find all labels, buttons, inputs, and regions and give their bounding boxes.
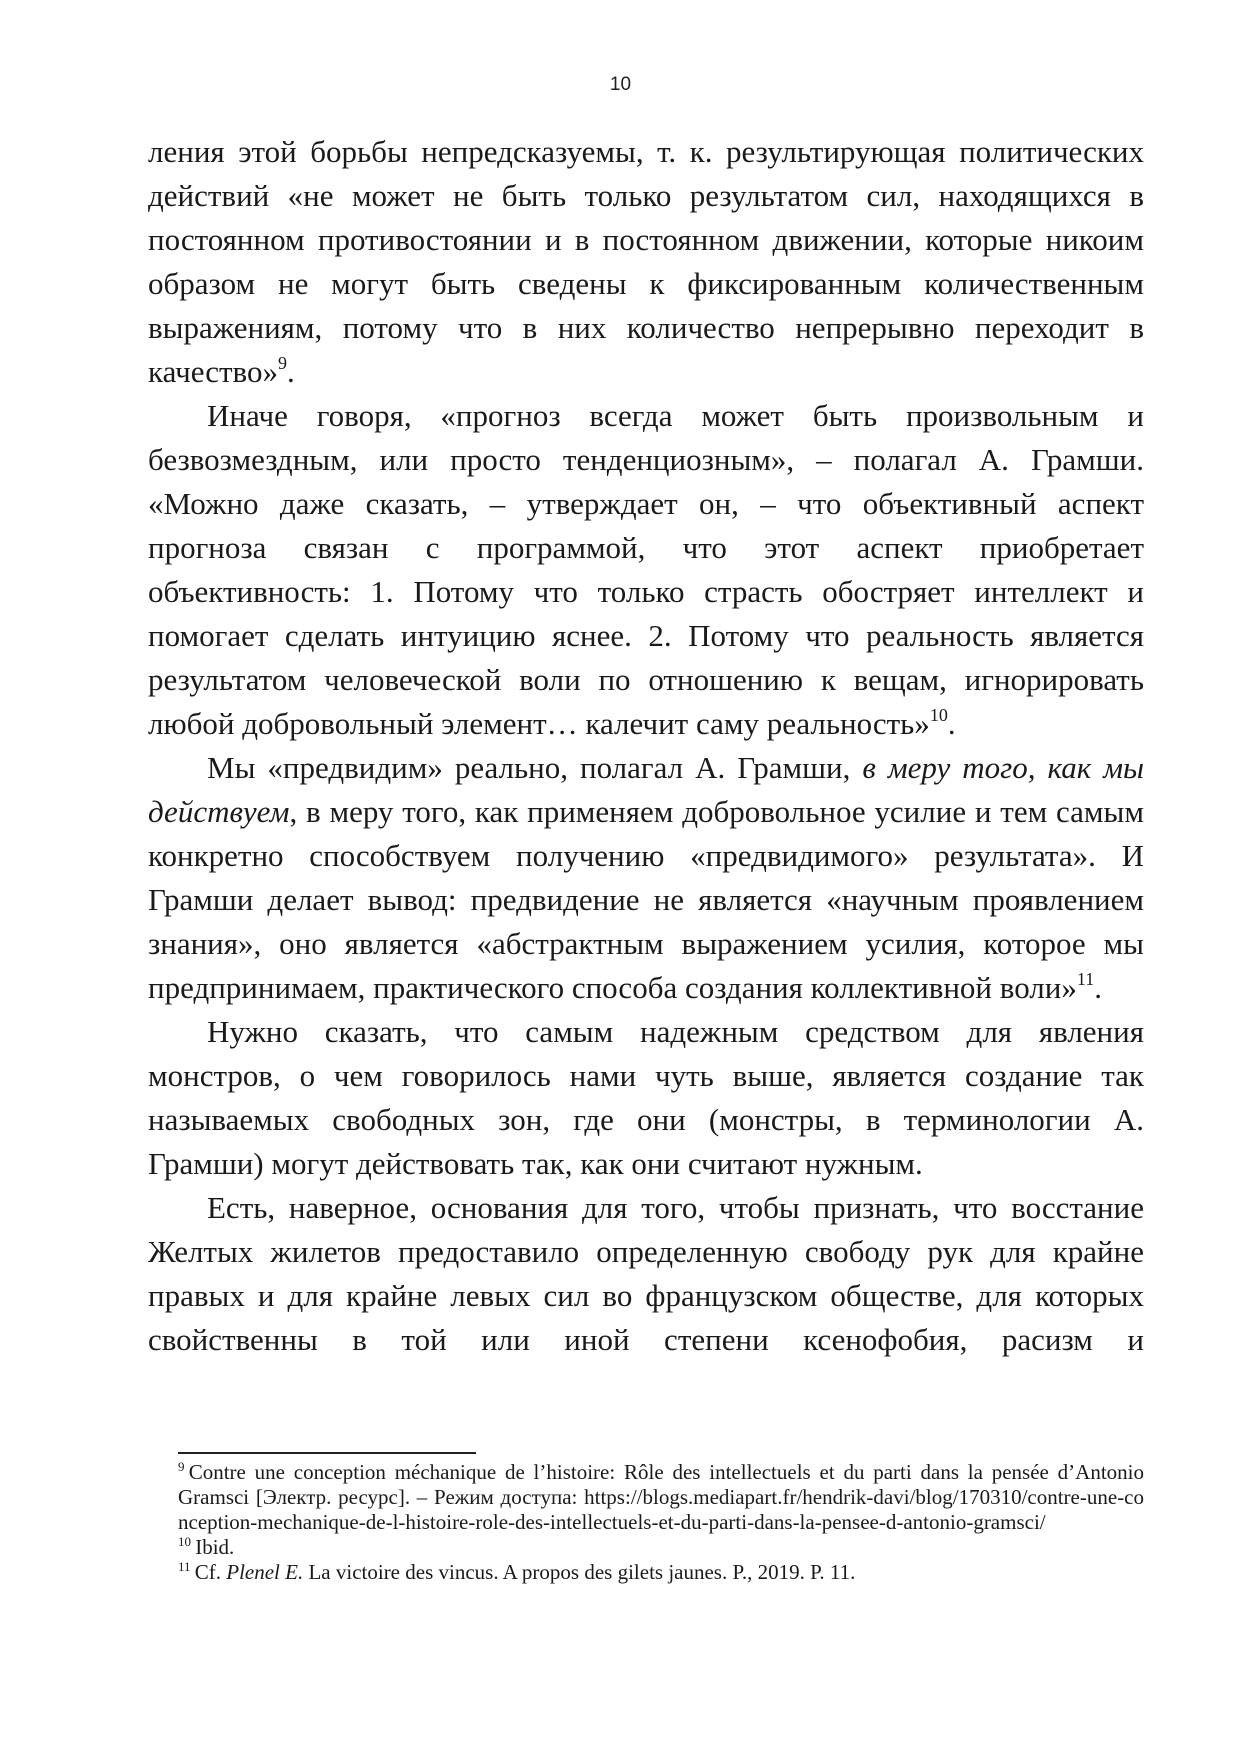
paragraph-text: Иначе говоря, «прогноз всегда может быть произвольным и безвозмездным, или просто тенденциозным», – полагал А. Грамши. «Можно даже сказать, – утверждает он, – что объективный аспект прогноза связан с программой, что этот аспект приобретает объективность: 1. Потому что только страсть обостряет интеллект и помогает сделать интуицию яснее. 2. Потому что реальность является результатом человеческой воли по отношению к вещам, игнорировать любой добровольный элемент… калечит саму реальность» — [148, 398, 1144, 741]
footnotes — [178, 1460, 1144, 1585]
paragraph-text: , в меру того, как применяем добровольное усилие и тем самым конкретно способствуем получению «предвидимого» результата». И Грамши делает вывод: предвидение не является «научным проявлением знания», оно является «абстрактным выражением усилия, которое мы предпринимаем, практического способа создания коллективной воли» — [148, 794, 1144, 1005]
footnote-author: Plenel E. — [226, 1560, 304, 1584]
footnote-11 — [178, 1560, 1144, 1585]
paragraph-text: ления этой борьбы непредсказуемы, т. к. результирующая политических действий «не может не быть только результатом сил, находящихся в постоянном противостоянии и в постоянном движении, которые никоим образом не могут быть сведены к фиксированным количественным выражениям, потому что в них количество непрерывно переходит в качество» — [148, 134, 1144, 389]
paragraph-end: . — [1094, 970, 1102, 1005]
paragraph-end: . — [947, 706, 956, 741]
footnote-ref-10[interactable]: 10 — [929, 705, 948, 725]
paragraph-text: Мы «предвидим» реально, полагал А. Грамши, — [207, 750, 863, 785]
footnote-10 — [178, 1535, 1144, 1560]
body-text — [148, 130, 1144, 1362]
page-number: 10 — [609, 74, 632, 95]
paragraph-2 — [148, 394, 1144, 746]
footnote-9 — [178, 1460, 1144, 1535]
footnote-ref-11[interactable]: 11 — [1076, 969, 1095, 989]
paragraph-4 — [148, 1010, 1144, 1186]
footnote-number: 11 — [178, 1559, 191, 1574]
paragraph-5 — [148, 1186, 1144, 1362]
paragraph-end: . — [286, 354, 295, 389]
footnote-url-link[interactable]: https://blogs.mediapart.fr/hendrik-davi/blog/170310/contre-une-conception-mechanique-de-l-histoire-role-des-intellectuels-et-du-parti-dans-la-pensee-d-antonio-gramsci/ — [178, 1485, 1145, 1534]
footnote-text: Contre une conception méchanique de l’histoire: Rôle des intellectuels et du parti dans la pensée d’Antonio Gramsci [Электр. ресурс]. – Режим доступа: — [178, 1460, 1144, 1509]
paragraph-text: Есть, наверное, основания для того, чтобы признать, что восстание Желтых жилетов предоставило определенную свободу рук для крайне правых и для крайне левых сил во французском обществе, для которых свойственны в той или иной степени ксенофобия, расизм и — [148, 1190, 1144, 1357]
footnote-prefix: Cf. — [194, 1560, 227, 1584]
footnote-text: La victoire des vincus. A propos des gilets jaunes. P., 2019. P. 11. — [303, 1560, 856, 1584]
footnote-ref-9[interactable]: 9 — [277, 353, 287, 373]
paragraph-text: Нужно сказать, что самым надежным средством для явления монстров, о чем говорилось нами чуть выше, является создание так называемых свободных зон, где они (монстры, в терминологии А. Грамши) могут действовать так, как они считают нужным. — [148, 1014, 1144, 1181]
footnote-separator — [178, 1452, 476, 1454]
paragraph-1 — [148, 130, 1144, 394]
paragraph-3 — [148, 746, 1144, 1010]
paragraph-italic-text: в меру того, как мы действуем — [148, 750, 1144, 829]
footnote-text: Ibid. — [195, 1535, 235, 1559]
footnote-number: 9 — [178, 1459, 185, 1474]
footnote-number: 10 — [178, 1534, 191, 1549]
